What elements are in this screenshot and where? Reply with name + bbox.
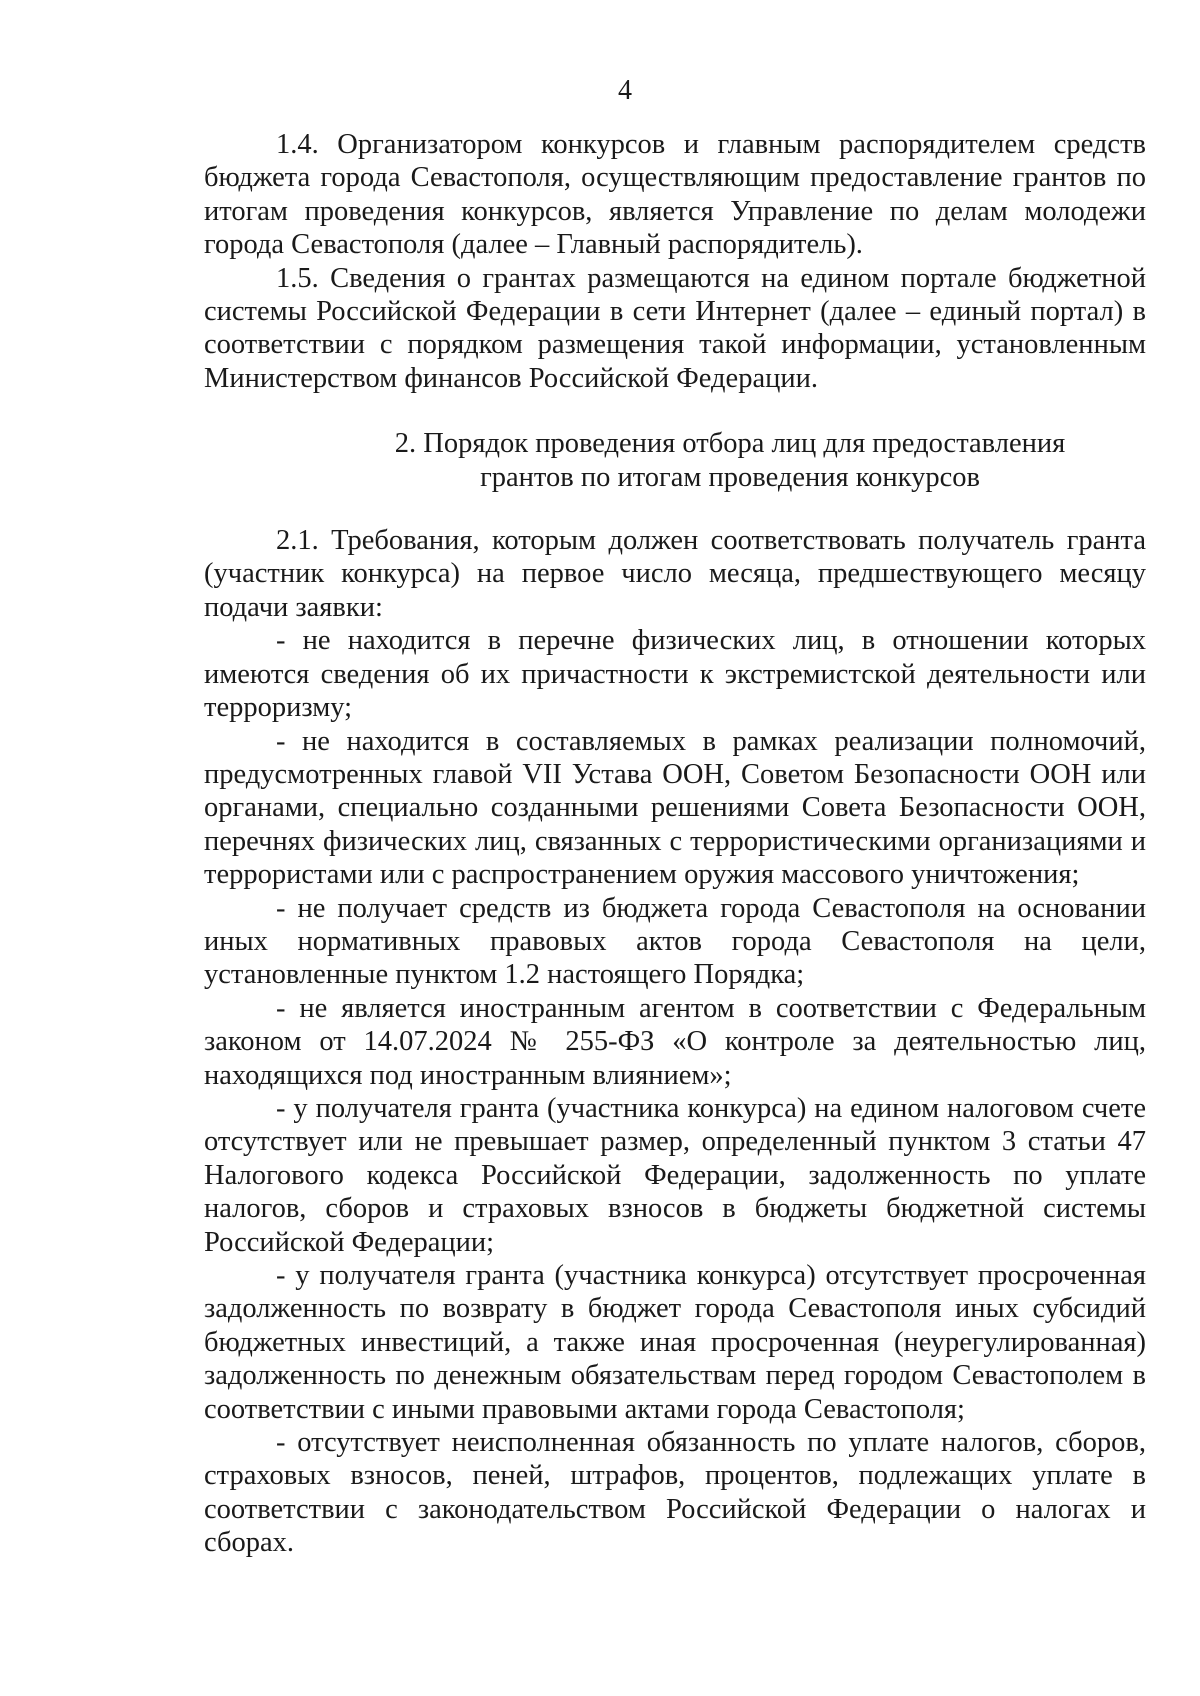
page-number: 4 xyxy=(618,75,632,106)
section-heading xyxy=(204,427,1146,494)
requirement-item-overdue-debt: - у получателя гранта (участника конкурса) отсутствует просроченная задолженность по возврату в бюджет города Севастополя иных субсидий бюджетных инвестиций, а также иная просроченная (неурегулированная) задолженность по денежным обязательствам перед городом Севастополем в соответствии с иными правовыми актами города Севастополя; xyxy=(204,1260,1146,1425)
requirement-item-foreign-agent: - не является иностранным агентом в соответствии с Федеральным законом от 14.07.2024 № 255-ФЗ «О контроле за деятельностью лиц, находящихся под иностранным влиянием»; xyxy=(204,992,1146,1091)
paragraph-2-1: 2.1. Требования, которым должен соответствовать получатель гранта (участник конкурса) на первое число месяца, предшествующего месяцу подачи заявки: xyxy=(204,525,1146,623)
requirement-item-tax-account: - у получателя гранта (участника конкурса) на едином налоговом счете отсутствует или не превышает размер, определенный пунктом 3 статьи 47 Налогового кодекса Российской Федерации, задолженность по уплате налогов, сборов и страховых взносов в бюджеты бюджетной системы Российской Федерации; xyxy=(204,1092,1146,1258)
requirement-item-un-lists: - не находится в составляемых в рамках реализации полномочий, предусмотренных главой VII Устава ООН, Советом Безопасности ООН или органами, специально созданными решениями Совета Безопасности ООН, перечнях физических лиц, связанных с террористическими организациями и террористами или с распространением оружия массового уничтожения; xyxy=(204,725,1146,891)
requirement-item-unfulfilled-obligation: - отсутствует неисполненная обязанность по уплате налогов, сборов, страховых взносов, пеней, штрафов, процентов, подлежащих уплате в соответствии с законодательством Российской Федерации о налогах и сборах. xyxy=(204,1427,1146,1559)
section-heading-line-2: грантов по итогам проведения конкурсов xyxy=(480,461,980,493)
document-body xyxy=(204,128,1146,1560)
requirement-item-no-other-funds: - не получает средств из бюджета города Севастополя на основании иных нормативных правовых актов города Севастополя на цели, установленные пунктом 1.2 настоящего Порядка; xyxy=(204,892,1146,991)
paragraph-1-4: 1.4. Организатором конкурсов и главным распорядителем средств бюджета города Севастополя, осуществляющим предоставление грантов по итогам проведения конкурсов, является Управление по делам молодежи города Севастополя (далее – Главный распорядитель). xyxy=(204,129,1146,261)
requirement-item-extremism: - не находится в перечне физических лиц, в отношении которых имеются сведения об их причастности к экстремистской деятельности или терроризму; xyxy=(204,625,1146,724)
section-heading-line-1: 2. Порядок проведения отбора лиц для предоставления xyxy=(394,428,1066,460)
paragraph-1-5: 1.5. Сведения о грантах размещаются на едином портале бюджетной системы Российской Федерации в сети Интернет (далее – единый портал) в соответствии с порядком размещения такой информации, установленным Министерством финансов Российской Федерации. xyxy=(204,262,1146,394)
